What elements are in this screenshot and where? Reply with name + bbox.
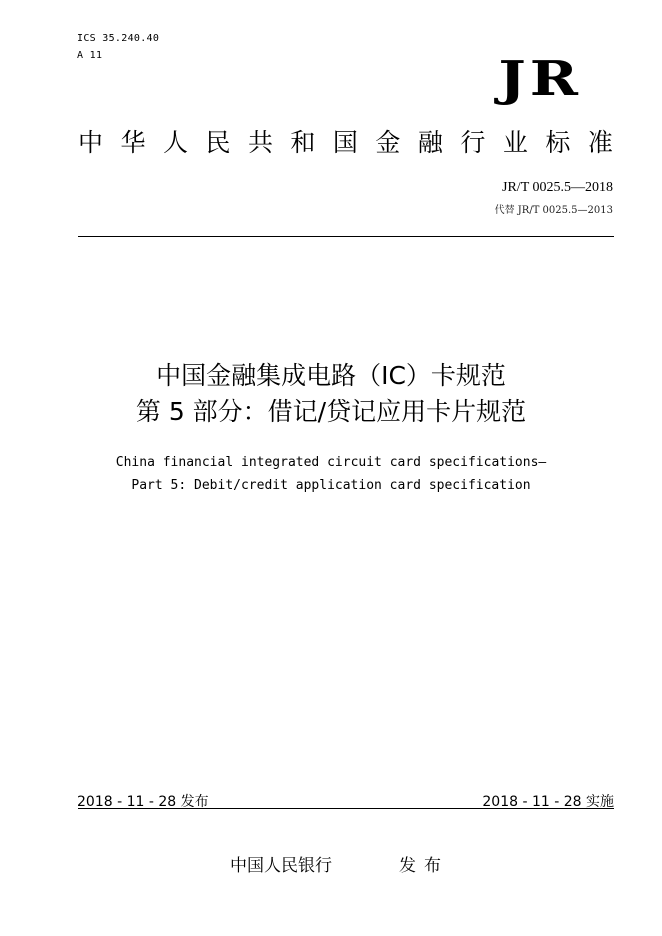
standard-type-char: 融 <box>417 128 443 157</box>
chinese-title-line-2: 第 5 部分：借记/贷记应用卡片规范 <box>135 397 527 426</box>
replaces-standard: 代替 JR/T 0025.5—2013 <box>494 205 613 216</box>
classification-code: A 11 <box>77 50 103 61</box>
ics-code: ICS 35.240.40 <box>77 33 160 44</box>
standard-type-char: 人 <box>162 128 188 157</box>
chinese-title-line-1: 中国金融集成电路（IC）卡规范 <box>156 361 506 390</box>
standard-type-char: 业 <box>502 128 528 157</box>
standard-type-char: 中 <box>78 128 104 157</box>
english-title-line-1: China financial integrated circuit card specifications— <box>115 455 547 470</box>
standard-type-char: 准 <box>587 128 613 157</box>
jr-logo: JR <box>498 50 582 107</box>
bottom-divider <box>78 808 614 809</box>
issue-date: 2018 - 11 - 28 发布 <box>77 794 209 810</box>
standard-type-char: 国 <box>332 128 358 157</box>
issuing-authority: 中国人民银行 <box>230 856 332 876</box>
standard-type-char: 民 <box>205 128 231 157</box>
english-title-line-2: Part 5: Debit/credit application card specification <box>131 478 531 493</box>
standard-type-heading <box>78 128 613 158</box>
standard-type-char: 金 <box>375 128 401 157</box>
standard-type-char: 标 <box>545 128 571 157</box>
standard-type-char: 共 <box>247 128 273 157</box>
standard-type-char: 华 <box>120 128 146 157</box>
standard-number: JR/T 0025.5—2018 <box>502 180 613 195</box>
top-divider <box>78 236 614 237</box>
implementation-date: 2018 - 11 - 28 实施 <box>482 794 614 810</box>
standard-type-char: 行 <box>460 128 486 157</box>
issue-label: 发布 <box>399 856 449 876</box>
standard-type-char: 和 <box>290 128 316 157</box>
